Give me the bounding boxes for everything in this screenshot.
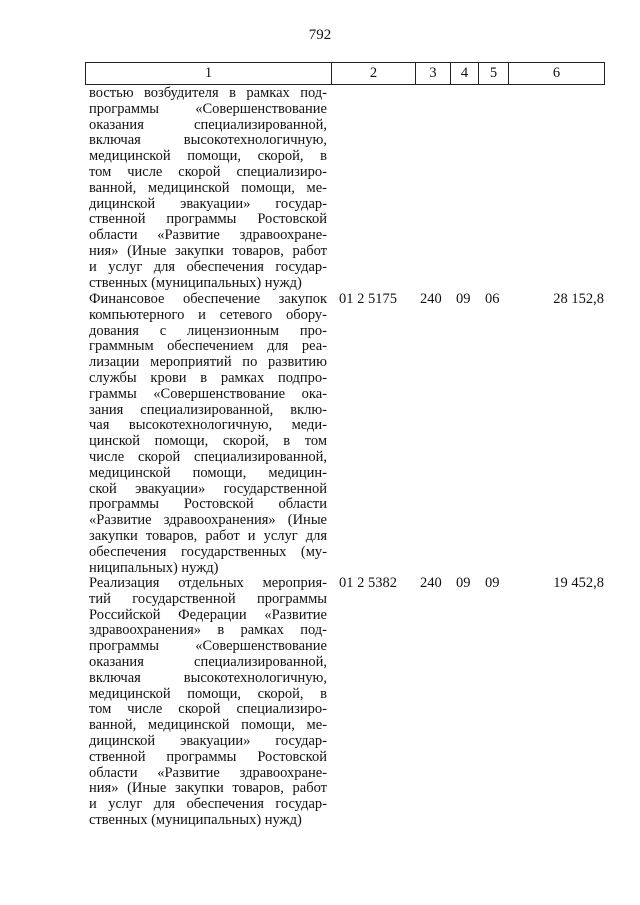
row-text-line: ния» (Иные закупки товаров, работ [89, 780, 327, 797]
row-text-line: программы «Совершенствование [89, 638, 327, 655]
row-text-line: и услуг для обеспечения государ- [89, 796, 327, 813]
header-col-4: 4 [450, 63, 478, 84]
row-text-line: ственной программы Ростовской [89, 748, 327, 765]
table-row [89, 86, 327, 291]
row-text-line: том числе скорой специализиро- [89, 163, 327, 180]
row-text-line: тий государственной программы [89, 590, 327, 607]
row-text-line: программы Ростовской области [89, 496, 327, 513]
row-text-line: области «Развитие здравоохране- [89, 764, 327, 781]
row-text-line: включая высокотехнологичную, [89, 669, 327, 686]
table-row [89, 292, 327, 576]
row-text-line: ванной, медицинской помощи, ме- [89, 179, 327, 196]
header-col-5: 5 [478, 63, 508, 84]
row-text-line: обеспечения государственных (му- [89, 543, 327, 560]
table-header [85, 62, 605, 85]
row-text-line: включая высокотехнологичную, [89, 132, 327, 149]
row-text-line: ванной, медицинской помощи, ме- [89, 717, 327, 734]
row-text-line: медицинской помощи, скорой, в [89, 685, 327, 702]
header-col-1: 1 [204, 65, 213, 81]
row-expense-type: 240 [420, 291, 442, 307]
row-text-line: цинской помощи, скорой, в том [89, 433, 327, 450]
row-section: 09 [456, 291, 471, 307]
row-text-line: области «Развитие здравоохране- [89, 227, 327, 244]
row-section: 09 [456, 575, 471, 591]
row-text-line: закупки товаров, работ и услуг для [89, 527, 327, 544]
row-text-line: ния» (Иные закупки товаров, работ [89, 242, 327, 259]
row-text-line: лизации мероприятий по развитию [89, 354, 327, 371]
row-text-line: ской эвакуации» государственной [89, 480, 327, 497]
row-text-line: оказания специализированной, [89, 653, 327, 670]
row-subsection: 06 [485, 291, 500, 307]
row-text-line: Финансовое обеспечение закупок [89, 291, 327, 307]
row-text-line: граммным обеспечением для реа- [89, 338, 327, 355]
row-text-line: компьютерного и сетевого обору- [89, 306, 327, 323]
row-text-line: программы «Совершенствование [89, 100, 327, 117]
row-text-line: ниципальных) нужд) [89, 559, 219, 576]
row-expense-type: 240 [420, 575, 442, 591]
row-text-line: ственных (муниципальных) нужд) [89, 811, 302, 828]
row-text-line: дования с лицензионным про- [89, 322, 327, 339]
row-text-line: оказания специализированной, [89, 116, 327, 133]
row-text-line: службы крови в рамках подпро- [89, 369, 327, 386]
row-text-line: ственных (муниципальных) нужд) [89, 274, 302, 291]
row-text-line: и услуг для обеспечения государ- [89, 258, 327, 275]
row-text-line: числе скорой специализированной, [89, 448, 327, 465]
row-text-line: медицинской помощи, скорой, в [89, 148, 327, 165]
row-text-line: здравоохранения» в рамках под- [89, 622, 327, 639]
row-text-line: том числе скорой специализиро- [89, 701, 327, 718]
row-code: 01 2 5175 [339, 291, 397, 307]
row-text-line: Российской Федерации «Развитие [89, 606, 327, 623]
page-number: 792 [308, 27, 332, 43]
row-sum: 19 452,8 [553, 575, 604, 591]
row-text-line: чая высокотехнологичную, меди- [89, 417, 327, 434]
row-text-line: ственной программы Ростовской [89, 211, 327, 228]
header-col-6: 6 [508, 63, 604, 84]
row-text-line: дицинской эвакуации» государ- [89, 732, 327, 749]
row-text-line: зания специализированной, вклю- [89, 401, 327, 418]
row-text-line: востью возбудителя в рамках под- [89, 85, 327, 101]
row-text-line: «Развитие здравоохранения» (Иные [89, 512, 327, 529]
row-text-line: медицинской помощи, медицин- [89, 464, 327, 481]
row-code: 01 2 5382 [339, 575, 397, 591]
row-text-line: граммы «Совершенствование ока- [89, 385, 327, 402]
table-row [89, 576, 327, 829]
header-col-3: 3 [415, 63, 450, 84]
row-sum: 28 152,8 [553, 291, 604, 307]
header-col-2: 2 [331, 63, 415, 84]
row-subsection: 09 [485, 575, 500, 591]
row-text-line: дицинской эвакуации» государ- [89, 195, 327, 212]
row-text-line: Реализация отдельных мероприя- [89, 575, 327, 591]
